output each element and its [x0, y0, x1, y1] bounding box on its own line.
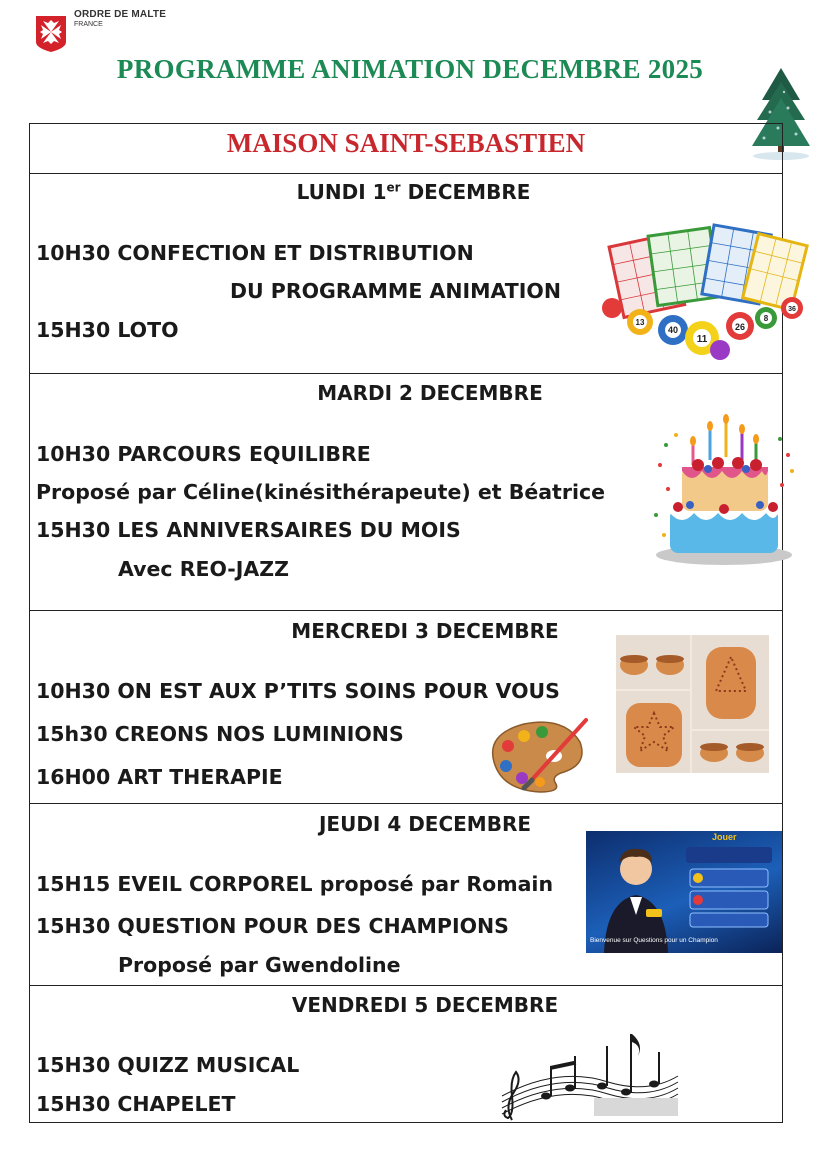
loto-ball-number: 13 — [635, 318, 645, 327]
quiz-game-screenshot — [586, 831, 782, 953]
event-line: 15H30 CHAPELET — [36, 1092, 236, 1116]
event-line: 15h30 CREONS NOS LUMINIONS — [36, 722, 404, 746]
event-line: Proposé par Céline(kinésithérapeute) et Béatrice — [36, 480, 606, 504]
event-line: Avec REO-JAZZ — [118, 557, 290, 581]
music-notes-icon — [498, 1026, 680, 1126]
day-title-wednesday: MERCREDI 3 DECEMBRE — [291, 619, 559, 643]
divider — [29, 173, 783, 174]
game-host-icon — [586, 831, 782, 953]
day-title-friday: VENDREDI 5 DECEMBRE — [291, 993, 559, 1017]
org-name: ORDRE DE MALTE — [74, 9, 167, 20]
event-line: 15H30 LES ANNIVERSAIRES DU MOIS — [36, 518, 461, 542]
event-line: 16H00 ART THERAPIE — [36, 765, 283, 789]
day-title-text: DECEMBRE — [400, 180, 531, 204]
event-line: 10H30 PARCOURS EQUILIBRE — [36, 442, 371, 466]
day-title-thursday: JEUDI 4 DECEMBRE — [318, 812, 532, 836]
event-line: 10H30 ON EST AUX P’TITS SOINS POUR VOUS — [36, 679, 560, 703]
event-line: DU PROGRAMME ANIMATION — [230, 279, 561, 303]
loto-cards-image — [600, 222, 810, 368]
event-line: 10H30 CONFECTION ET DISTRIBUTION — [36, 241, 474, 265]
day-title-text: LUNDI 1 — [296, 180, 387, 204]
loto-ball-number: 36 — [788, 306, 796, 313]
event-line: 15H15 EVEIL CORPOREL proposé par Romain — [36, 872, 554, 896]
maltese-cross-icon — [34, 12, 68, 52]
birthday-cake-image — [648, 405, 798, 568]
event-line: 15H30 QUIZZ MUSICAL — [36, 1053, 300, 1077]
loto-ball-number: 11 — [696, 334, 708, 345]
loto-ball-number: 26 — [734, 322, 746, 332]
page-title: PROGRAMME ANIMATION DECEMBRE 2025 — [116, 54, 704, 84]
divider — [29, 985, 783, 986]
divider — [29, 803, 783, 804]
event-line: 15H30 QUESTION POUR DES CHAMPIONS — [36, 914, 509, 938]
venue-title: MAISON SAINT-SEBASTIEN — [226, 128, 586, 158]
org-country: FRANCE — [74, 21, 103, 28]
loto-ball-number: 40 — [667, 325, 679, 335]
day-title-tuesday: MARDI 2 DECEMBRE — [317, 381, 543, 405]
game-caption: Bienvenue sur Questions pour un Champion — [590, 937, 718, 944]
divider — [29, 610, 783, 611]
day-title-superscript: er — [386, 180, 401, 195]
divider — [29, 373, 783, 374]
loto-ball-number: 8 — [763, 314, 769, 323]
paint-palette-icon — [484, 712, 590, 794]
play-label: Jouer — [712, 832, 737, 842]
lanterns-photo — [616, 635, 769, 773]
ordre-de-malte-logo — [32, 6, 172, 56]
event-line: Proposé par Gwendoline — [118, 953, 401, 977]
event-line: 15H30 LOTO — [36, 318, 179, 342]
day-title-monday — [0, 180, 827, 204]
